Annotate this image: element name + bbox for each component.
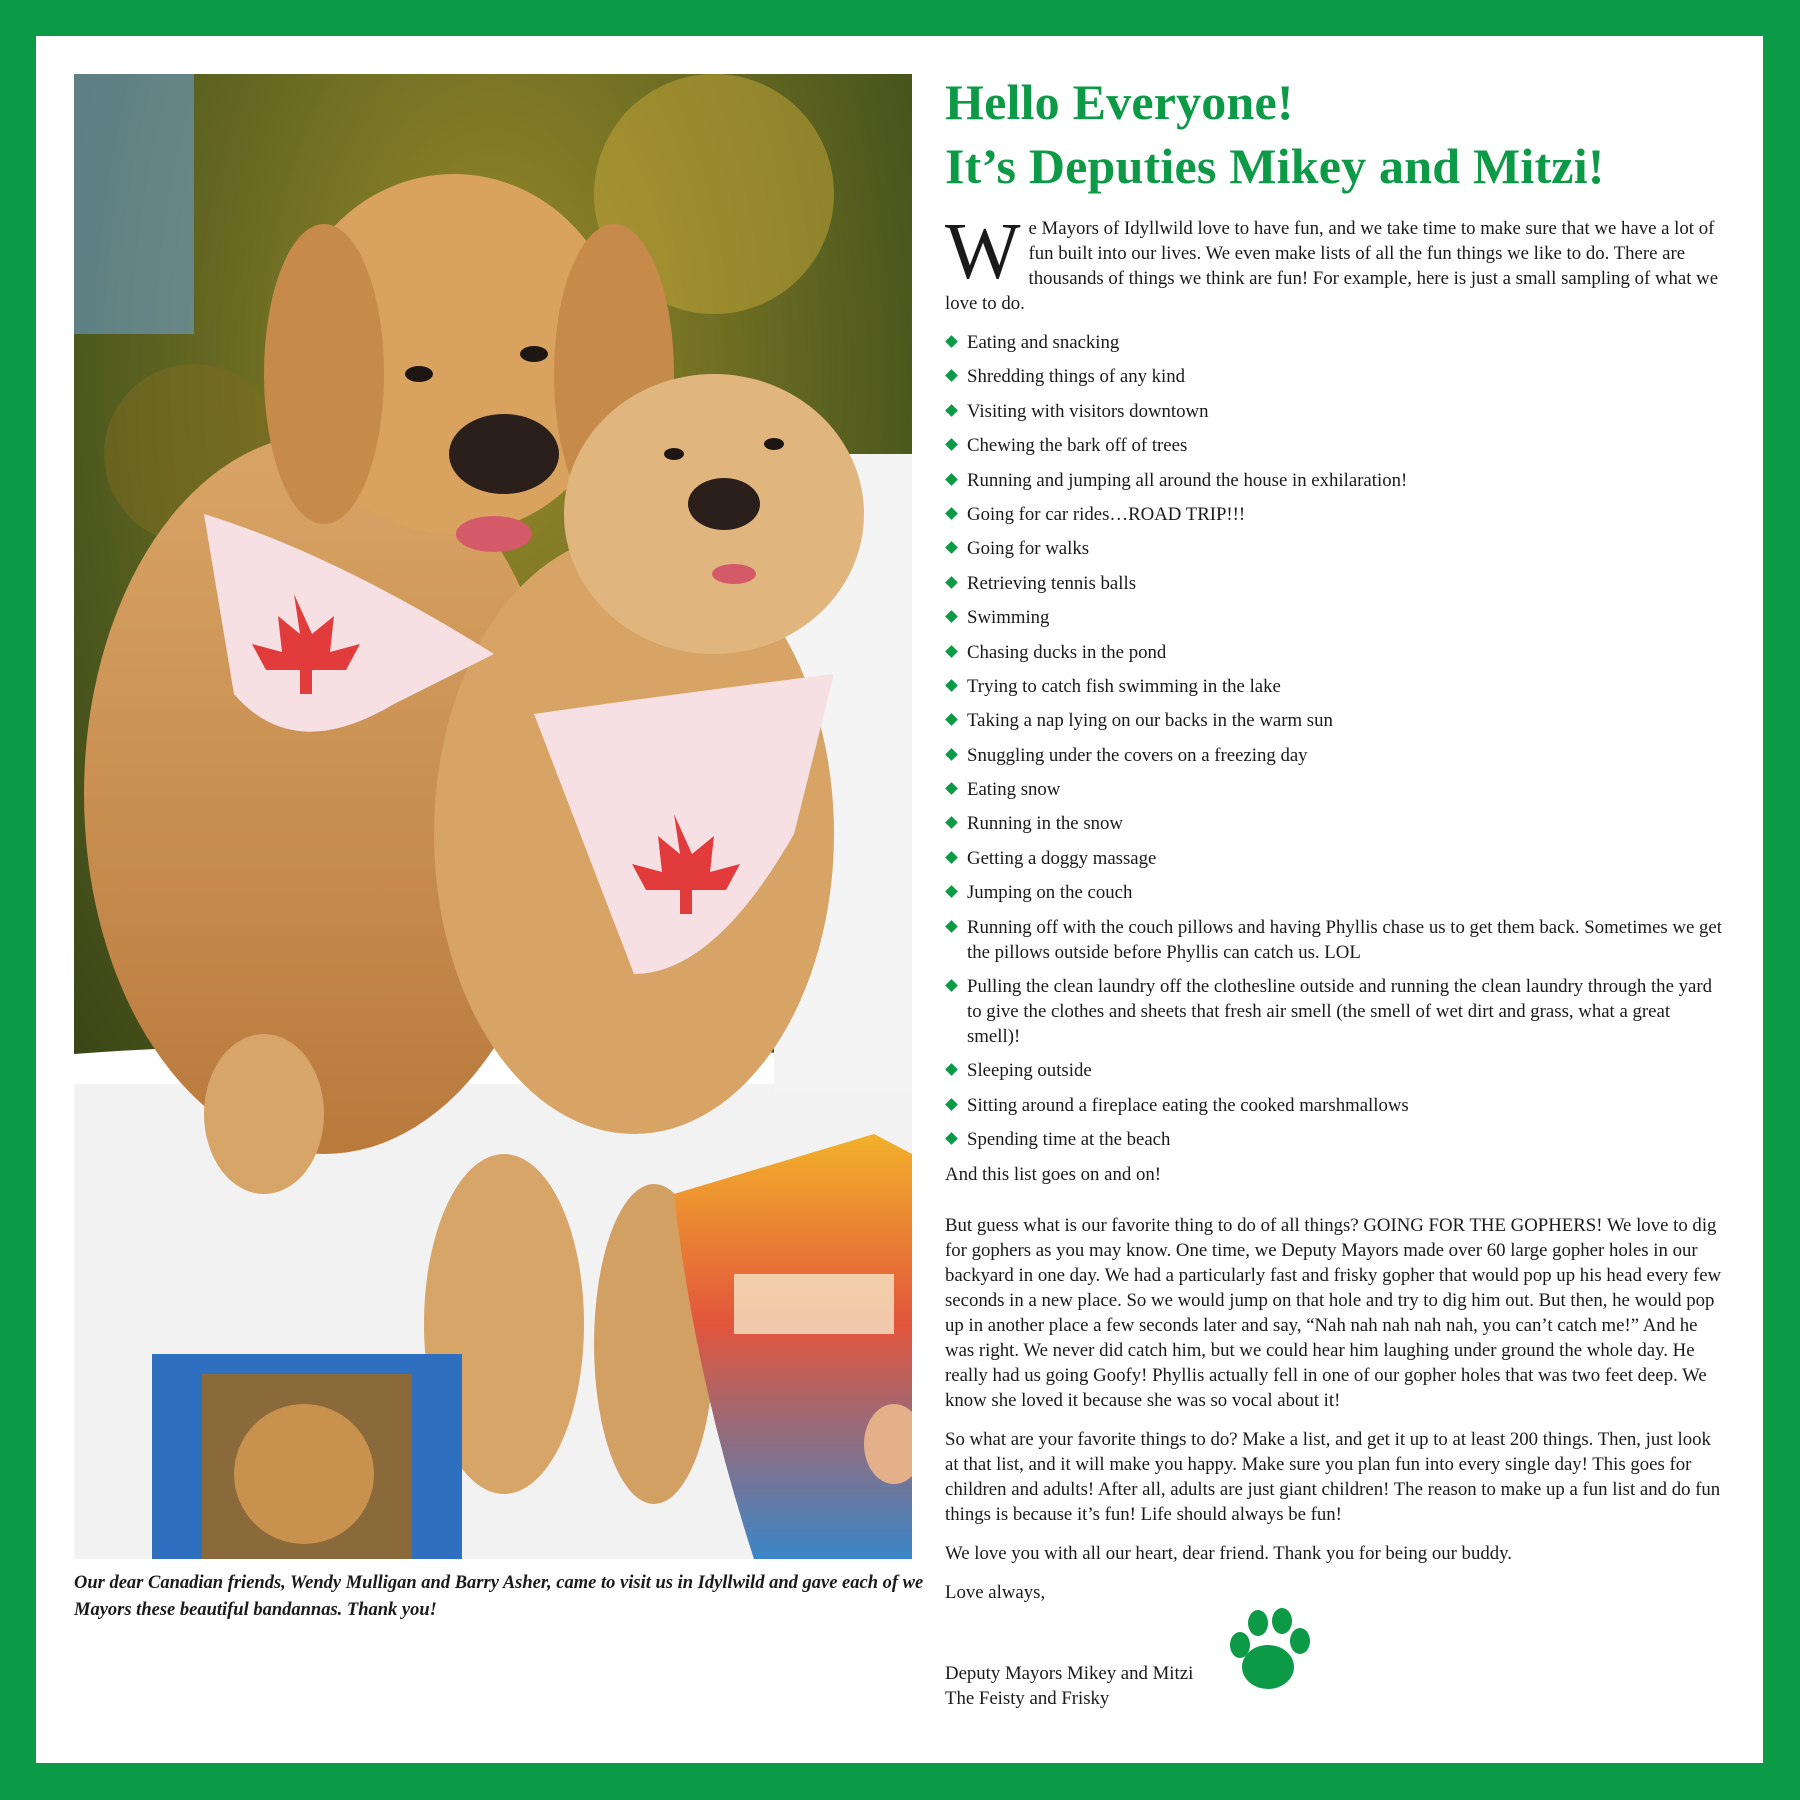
list-item: Running off with the couch pillows and having Phyllis chase us to get them back. Sometimes we get the pillows outside before Phyllis can catch us. LOL [945,915,1725,965]
diamond-bullet-icon [945,679,958,692]
favorites-paragraph: So what are your favorite things to do? Make a list, and get it up to at least 200 things. Then, just look at that list, and it will make you happy. Make sure you plan fun into every single day! This goes for children and adults! After all, adults are just giant children! The reason to make up a fun list and do fun things is because it’s fun! Life should always be fun! [945,1428,1721,1525]
list-item: Retrieving tennis balls [945,571,1725,596]
list-item: Jumping on the couch [945,880,1725,905]
diamond-bullet-icon [945,1098,958,1111]
list-item: Trying to catch fish swimming in the lake [945,674,1725,699]
list-item: Running in the snow [945,811,1725,836]
diamond-bullet-icon [945,610,958,623]
list-item: Chasing ducks in the pond [945,640,1725,665]
diamond-bullet-icon [945,920,958,933]
diamond-bullet-icon [945,1132,958,1145]
list-item: Swimming [945,605,1725,630]
diamond-bullet-icon [945,438,958,451]
newsletter-page [36,36,1763,1763]
diamond-bullet-icon [945,645,958,658]
diamond-bullet-icon [945,979,958,992]
diamond-bullet-icon [945,885,958,898]
diamond-bullet-icon [945,1064,958,1077]
list-item: Going for walks [945,536,1725,561]
diamond-bullet-icon [945,335,958,348]
signoff-name: Deputy Mayors Mikey and Mitzi [945,1662,1194,1684]
diamond-bullet-icon [945,851,958,864]
list-item: Visiting with visitors downtown [945,399,1725,424]
list-item: Going for car rides…ROAD TRIP!!! [945,502,1725,527]
list-item: Sleeping outside [945,1058,1725,1083]
article-column [945,70,1725,1711]
list-item: Taking a nap lying on our backs in the warm sun [945,708,1725,733]
signoff [945,1580,1725,1711]
list-item: Sitting around a fireplace eating the cooked marshmallows [945,1093,1725,1118]
list-item: Eating snow [945,777,1725,802]
signoff-tagline: The Feisty and Frisky [945,1687,1110,1709]
paw-print-icon [1222,1607,1322,1697]
love-paragraph: We love you with all our heart, dear friend. Thank you for being our buddy. [945,1542,1512,1564]
title-line-2: It’s Deputies Mikey and Mitzi! [945,138,1605,194]
photo-caption: Our dear Canadian friends, Wendy Mulligan and Barry Asher, came to visit us in Idyllwild and gave each of we Mayors these beautiful bandannas. Thank you! [74,1573,924,1620]
page-title [945,70,1725,198]
title-line-1: Hello Everyone! [945,74,1294,130]
diamond-bullet-icon [945,782,958,795]
list-item: Eating and snacking [945,330,1725,355]
list-end-text: And this list goes on and on! [945,1163,1161,1185]
list-item: Spending time at the beach [945,1127,1725,1152]
diamond-bullet-icon [945,473,958,486]
diamond-bullet-icon [945,370,958,383]
diamond-bullet-icon [945,576,958,589]
diamond-bullet-icon [945,713,958,726]
diamond-bullet-icon [945,541,958,554]
fun-list [945,330,1725,1152]
list-item: Pulling the clean laundry off the clothesline outside and running the clean laundry through the yard to give the clothes and sheets that fresh air smell (the smell of wet dirt and grass, what a great smell)! [945,974,1725,1049]
dogs-photo [74,74,912,1559]
list-item: Getting a doggy massage [945,846,1725,871]
drop-cap: W [945,208,1021,296]
intro-paragraph [945,208,1725,316]
diamond-bullet-icon [945,404,958,417]
list-item: Snuggling under the covers on a freezing day [945,743,1725,768]
list-item: Running and jumping all around the house in exhilaration! [945,468,1725,493]
list-item: Shredding things of any kind [945,364,1725,389]
gophers-paragraph: But guess what is our favorite thing to do of all things? GOING FOR THE GOPHERS! We love to dig for gophers as you may know. One time, we Deputy Mayors made over 60 large gopher holes in our backyard in one day. We had a particularly fast and frisky gopher that would pop up his head every few seconds in a new place. So we would jump on that hole and try to dig him out. But then, he would pop up in another place a few seconds later and say, “Nah nah nah nah nah, you can’t catch me!” And he was right. We never did catch him, but we could hear him laughing under ground the whole day. He really had us going Goofy! Phyllis actually fell in one of our gopher holes that was two feet deep. We know she loved it because she was so vocal about it! [945,1214,1722,1411]
signoff-closing: Love always, [945,1581,1046,1603]
diamond-bullet-icon [945,507,958,520]
diamond-bullet-icon [945,817,958,830]
intro-text: e Mayors of Idyllwild love to have fun, and we take time to make sure that we have a lot of fun built into our lives. We even make lists of all the fun things we like to do. There are thousands of things we think are fun! For example, here is just a small sampling of what we love to do. [945,218,1719,314]
list-item: Chewing the bark off of trees [945,433,1725,458]
two-golden-retrievers-photo [74,74,912,1559]
diamond-bullet-icon [945,748,958,761]
